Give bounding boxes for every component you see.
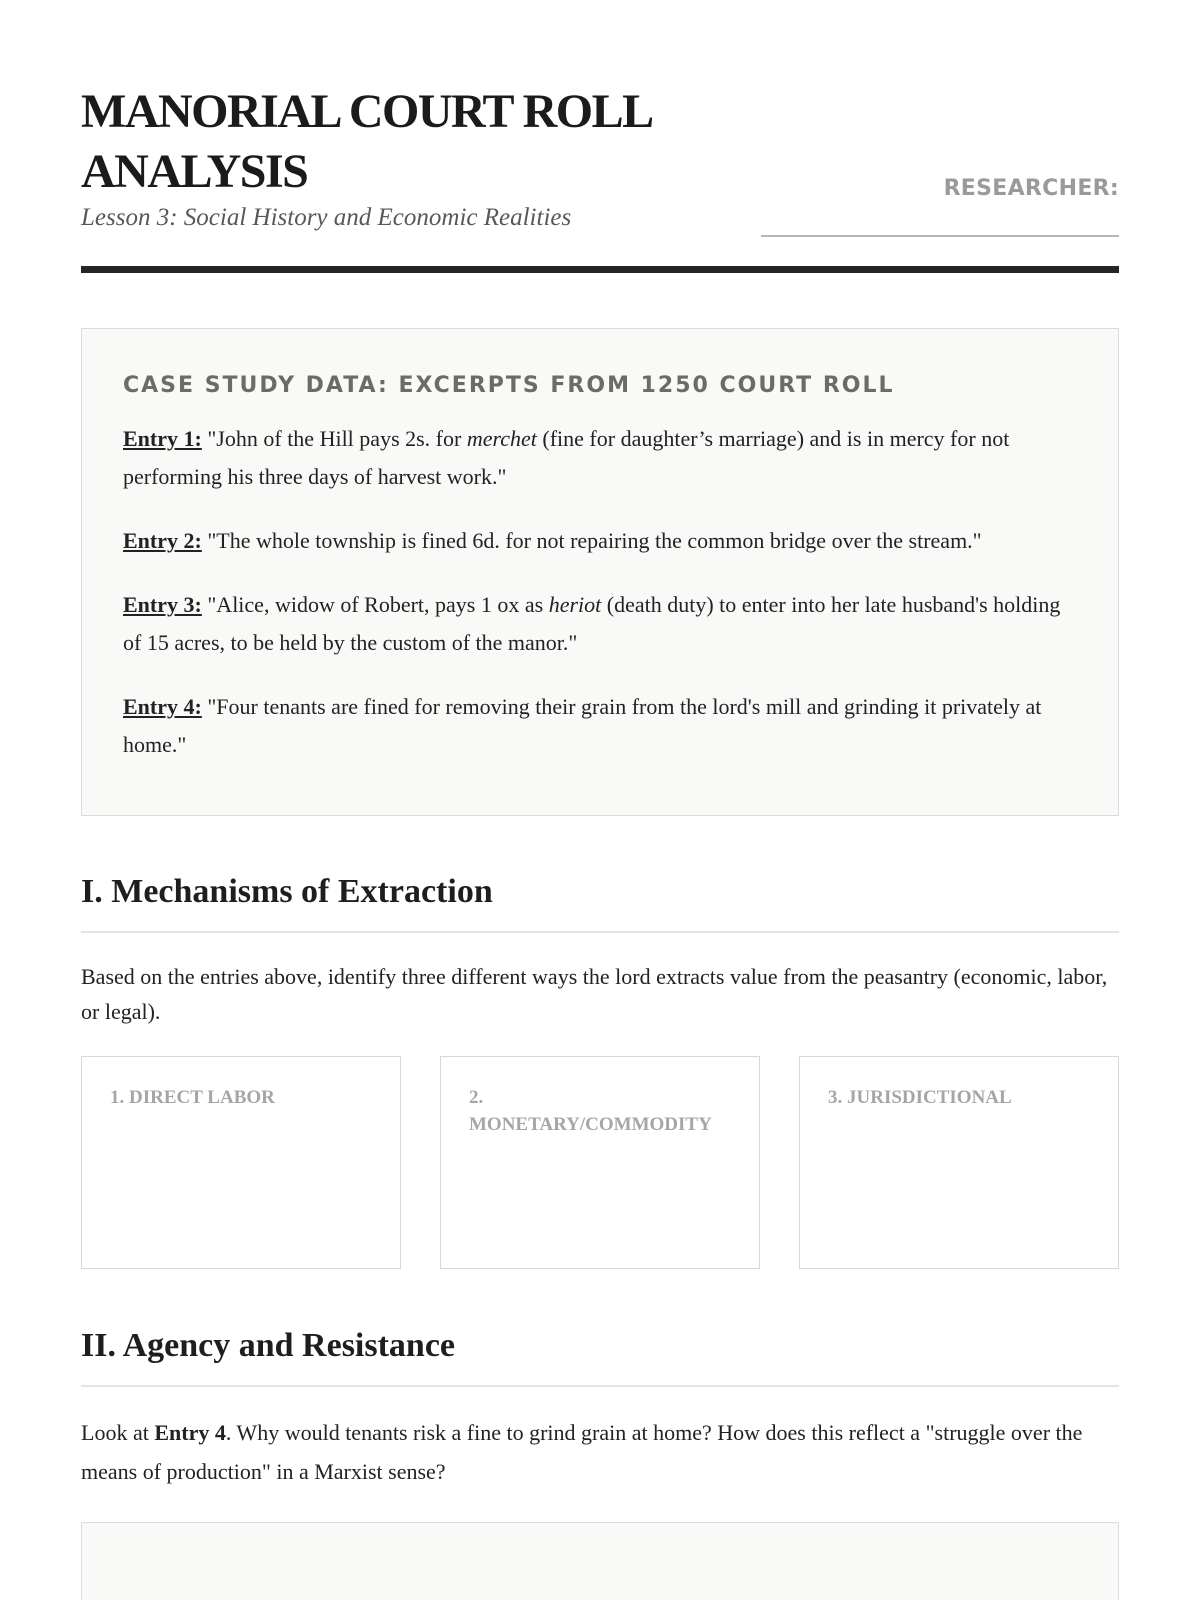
prompt-text: Look at	[81, 1420, 155, 1445]
page-title	[81, 82, 653, 202]
entry-text: "Alice, widow of Robert, pays 1 ox as	[201, 592, 549, 617]
section-prompt-agency	[81, 1413, 1119, 1491]
entry-1	[123, 420, 1077, 496]
lesson-subtitle: Lesson 3: Social History and Economic Realities	[81, 204, 572, 231]
section-divider	[81, 1385, 1119, 1387]
section-prompt-extraction: Based on the entries above, identify three different ways the lord extracts value from the peasantry (economic, labor, or legal).	[81, 964, 1108, 1024]
entry-text: (fine for daughter’s marriage) and is in mercy for not performing his three days of harvest work."	[123, 426, 1010, 489]
case-study-box	[81, 328, 1119, 816]
answer-box-label: 2. MONETARY/COMMODITY	[469, 1087, 712, 1135]
case-study-title: CASE STUDY DATA: EXCERPTS FROM 1250 COURT ROLL	[123, 373, 895, 398]
answer-box-label: 1. DIRECT LABOR	[110, 1087, 275, 1108]
answer-box-jurisdictional[interactable]	[799, 1056, 1119, 1269]
section-title-agency: II. Agency and Resistance	[81, 1327, 456, 1364]
section-title-extraction: I. Mechanisms of Extraction	[81, 873, 493, 910]
entry-text: "John of the Hill pays 2s. for	[201, 426, 467, 451]
entry-3	[123, 586, 1077, 662]
header-divider	[81, 266, 1119, 273]
entry-term: merchet	[466, 426, 537, 451]
answer-box-direct-labor[interactable]	[81, 1056, 401, 1269]
prompt-text: . Why would tenants risk a fine to grind grain at home? How does this reflect a "struggle over the means of production" in a Marxist sense?	[81, 1420, 1083, 1484]
prompt-entry-ref: Entry 4	[154, 1420, 226, 1445]
entry-text: "Four tenants are fined for removing their grain from the lord's mill and grinding it privately at home."	[123, 694, 1042, 757]
entry-text: "The whole township is fined 6d. for not repairing the common bridge over the stream."	[201, 528, 982, 553]
answer-area-agency[interactable]	[81, 1522, 1119, 1600]
entry-text: (death duty) to enter into her late husband's holding of 15 acres, to be held by the custom of the manor."	[123, 592, 1061, 655]
page-title-line-2: ANALYSIS	[81, 145, 308, 198]
researcher-name-field[interactable]	[761, 235, 1119, 237]
researcher-label: RESEARCHER:	[943, 176, 1119, 201]
page-title-line-1: MANORIAL COURT ROLL	[81, 85, 653, 138]
answer-box-monetary-commodity[interactable]	[440, 1056, 760, 1269]
entry-label: Entry 2:	[123, 528, 202, 553]
worksheet-header	[81, 0, 1119, 276]
extraction-answer-boxes	[81, 1056, 1119, 1269]
section-divider	[81, 931, 1119, 933]
entry-label: Entry 1:	[123, 426, 202, 451]
entry-2	[123, 522, 1077, 560]
entry-label: Entry 4:	[123, 694, 202, 719]
answer-box-label: 3. JURISDICTIONAL	[828, 1087, 1012, 1108]
entry-4	[123, 688, 1077, 764]
entry-term: heriot	[548, 592, 602, 617]
entry-label: Entry 3:	[123, 592, 202, 617]
